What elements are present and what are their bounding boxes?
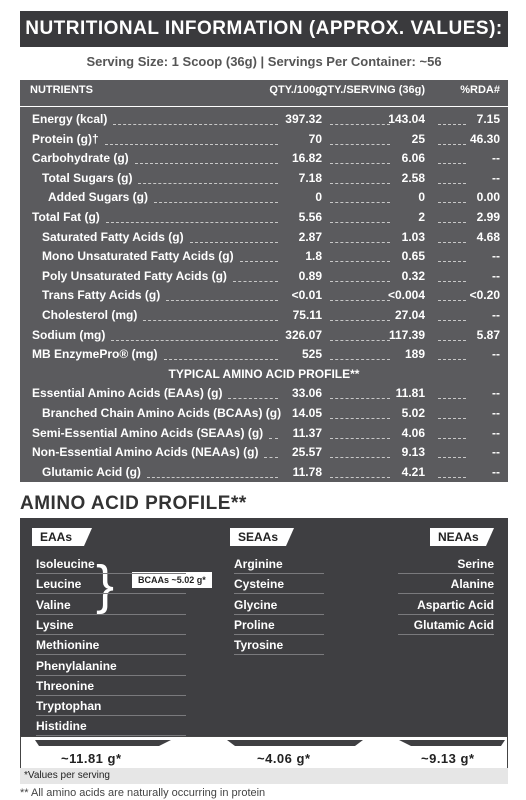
rda-value: 2.99 [476, 210, 500, 224]
table-row [20, 247, 508, 266]
table-row [20, 169, 508, 188]
leader-dots [330, 281, 390, 282]
per-serving-value: 2 [418, 210, 425, 224]
seaas-item: Proline [234, 615, 324, 635]
leader-dots [228, 398, 278, 399]
nutrient-name: Glutamic Acid (g) [42, 464, 141, 479]
rda-value: <0.20 [469, 288, 500, 303]
leader-dots [438, 281, 466, 282]
rda-value: -- [492, 386, 500, 401]
leader-dots [438, 340, 466, 341]
nutrient-name: Sodium (mg) [32, 327, 106, 342]
leader-dots [330, 320, 390, 321]
rda-value: -- [492, 170, 500, 185]
table-row [20, 208, 508, 227]
leader-dots [438, 222, 466, 223]
leader-dots [105, 144, 278, 145]
leader-dots [438, 398, 466, 399]
nutrient-name: Branched Chain Amino Acids (BCAAs) (g) [42, 406, 282, 420]
nutrient-name: Protein (g)† [32, 131, 99, 146]
per-serving-value: 143.04 [388, 112, 425, 126]
leader-dots [330, 124, 390, 125]
leader-dots [138, 183, 278, 184]
neaas-item: Aspartic Acid [398, 595, 494, 615]
per-serving-value: 117.39 [388, 327, 425, 342]
footnote-per-serving: *Values per serving [24, 770, 110, 781]
amino-profile-title: AMINO ACID PROFILE** [20, 493, 247, 514]
eaas-item: Histidine [36, 716, 186, 736]
eaas-item: Tryptophan [36, 696, 186, 716]
per-serving-value: 5.02 [401, 406, 425, 420]
per-serving-value: 0 [418, 190, 425, 205]
leader-dots [164, 359, 278, 360]
leader-dots [330, 242, 390, 243]
eaas-item: Methionine [36, 635, 186, 655]
per-100g-value: 397.32 [285, 112, 322, 126]
neaas-item: Glutamic Acid [398, 615, 494, 635]
eaas-tag: EAAs [32, 528, 84, 546]
leader-dots [143, 320, 278, 321]
per-serving-value: 9.13 [401, 445, 425, 460]
leader-dots [135, 163, 278, 164]
leader-dots [438, 242, 466, 243]
leader-dots [330, 183, 390, 184]
leader-dots [190, 242, 278, 243]
rda-value: -- [492, 464, 500, 479]
rda-value: 46.30 [469, 131, 500, 146]
table-row [20, 404, 508, 423]
nutrient-name: Essential Amino Acids (EAAs) (g) [32, 386, 223, 401]
nutrient-name: Mono Unsaturated Fatty Acids (g) [42, 249, 234, 264]
neaas-total: ~9.13 g* [421, 751, 475, 766]
table-header-row [20, 80, 508, 107]
per-100g-value: 11.78 [292, 464, 322, 479]
nutrient-name: Saturated Fatty Acids (g) [42, 229, 184, 244]
wedge-eaas [35, 740, 171, 746]
column-header-rda: %RDA# [460, 84, 500, 96]
leader-dots [438, 124, 466, 125]
totals-bar [20, 736, 508, 770]
leader-dots [111, 340, 278, 341]
neaas-tag: NEAAs [430, 528, 486, 546]
per-serving-value: 4.21 [401, 464, 425, 479]
seaas-item: Glycine [234, 595, 324, 615]
rda-value: -- [492, 151, 500, 166]
leader-dots [330, 477, 390, 478]
eaas-item: Leucine [36, 574, 186, 594]
neaas-item: Serine [398, 554, 494, 574]
seaas-total: ~4.06 g* [257, 751, 311, 766]
table-row [20, 110, 508, 129]
leader-dots [113, 124, 278, 125]
per-100g-value: 75.11 [292, 308, 322, 322]
leader-dots [264, 457, 278, 458]
leader-dots [330, 202, 390, 203]
eaas-item: Phenylalanine [36, 656, 186, 676]
seaas-item: Cysteine [234, 574, 324, 594]
eaas-total: ~11.81 g* [61, 751, 122, 766]
per-100g-value: 70 [308, 131, 322, 146]
leader-dots [330, 261, 390, 262]
leader-dots [330, 418, 390, 419]
table-row [20, 267, 508, 286]
leader-dots [330, 163, 390, 164]
leader-dots [240, 261, 278, 262]
leader-dots [438, 300, 466, 301]
wedge-seaas [227, 740, 363, 746]
seaas-tag: SEAAs [230, 528, 286, 546]
leader-dots [438, 183, 466, 184]
leader-dots [438, 163, 466, 164]
table-row [20, 443, 508, 462]
per-serving-value: 189 [404, 347, 425, 362]
eaas-item: Lysine [36, 615, 186, 635]
page-title: NUTRITIONAL INFORMATION (APPROX. VALUES): [20, 11, 508, 47]
rda-value: 7.15 [476, 112, 500, 126]
per-serving-value: <0.004 [387, 288, 425, 303]
table-row [20, 424, 508, 443]
table-row [20, 326, 508, 345]
per-100g-value: 14.05 [291, 406, 322, 420]
table-row [20, 306, 508, 325]
leader-dots [330, 398, 390, 399]
nutrient-name: Total Sugars (g) [42, 170, 133, 185]
nutrient-name: Poly Unsaturated Fatty Acids (g) [42, 268, 227, 283]
seaas-item: Tyrosine [234, 635, 324, 655]
leader-dots [438, 457, 466, 458]
per-100g-value: 11.37 [292, 425, 322, 440]
per-100g-value: 0 [315, 190, 322, 205]
leader-dots [438, 144, 466, 145]
leader-dots [154, 202, 278, 203]
leader-dots [438, 438, 466, 439]
rda-value: -- [492, 347, 500, 362]
bcaa-brace-icon: } [96, 555, 115, 615]
table-row [20, 130, 508, 149]
leader-dots [438, 359, 466, 360]
amino-profile-box [20, 518, 508, 736]
per-100g-value: 33.06 [291, 386, 322, 401]
rda-value: -- [492, 425, 500, 440]
rda-value: -- [492, 445, 500, 460]
leader-dots [330, 359, 390, 360]
table-row [20, 188, 508, 207]
table-row [20, 228, 508, 247]
rda-value: -- [492, 406, 500, 420]
leader-dots [106, 222, 278, 223]
rda-value: -- [492, 308, 500, 322]
nutrient-name: Trans Fatty Acids (g) [42, 288, 161, 303]
per-serving-value: 4.06 [401, 425, 425, 440]
leader-dots [438, 477, 466, 478]
per-serving-value: 27.04 [394, 308, 425, 322]
nutrient-name: Cholesterol (mg) [42, 308, 138, 322]
leader-dots [330, 300, 390, 301]
leader-dots [330, 438, 390, 439]
nutrient-name: Semi-Essential Amino Acids (SEAAs) (g) [32, 425, 264, 440]
per-100g-value: 0.89 [298, 268, 322, 283]
eaas-item: Valine [36, 595, 186, 615]
leader-dots [330, 340, 390, 341]
per-100g-value: 525 [301, 347, 322, 362]
per-serving-value: 0.65 [401, 249, 425, 264]
serving-info: Serving Size: 1 Scoop (36g) | Servings Per Container: ~56 [86, 54, 442, 69]
rda-value: 0.00 [476, 190, 500, 205]
wedge-neaas [399, 740, 505, 746]
column-header-per-serving: QTY./SERVING (36g) [318, 84, 425, 96]
per-100g-value: 7.18 [298, 170, 322, 185]
eaas-item: Threonine [36, 676, 186, 696]
rda-value: -- [492, 268, 500, 283]
bcaa-note: BCAAs ~5.02 g* [132, 572, 212, 588]
column-header-nutrients: NUTRIENTS [30, 84, 93, 96]
per-serving-value: 25 [411, 131, 425, 146]
per-serving-value: 0.32 [401, 268, 425, 283]
per-serving-value: 2.58 [401, 170, 425, 185]
per-100g-value: 326.07 [285, 327, 322, 342]
nutrient-name: Carbohydrate (g) [32, 151, 129, 166]
leader-dots [330, 144, 390, 145]
leader-dots [438, 261, 466, 262]
nutrient-name: Energy (kcal) [32, 112, 108, 126]
per-100g-value: 2.87 [298, 229, 322, 244]
table-row [20, 463, 508, 482]
rda-value: 5.87 [476, 327, 500, 342]
per-100g-value: 16.82 [291, 151, 322, 166]
column-header-per100: QTY./100g [269, 84, 322, 96]
neaas-item: Alanine [398, 574, 494, 594]
eaas-item: Isoleucine [36, 554, 186, 574]
seaas-item: Arginine [234, 554, 324, 574]
table-row [20, 384, 508, 403]
leader-dots [233, 281, 278, 282]
leader-dots [166, 300, 278, 301]
per-100g-value: <0.01 [291, 288, 322, 303]
per-serving-value: 6.06 [401, 151, 425, 166]
table-row [20, 286, 508, 305]
amino-section-title: TYPICAL AMINO ACID PROFILE** [168, 366, 360, 381]
nutrient-name: Added Sugars (g) [48, 190, 149, 205]
per-100g-value: 5.56 [298, 210, 322, 224]
leader-dots [438, 320, 466, 321]
leader-dots [438, 202, 466, 203]
rda-value: -- [492, 249, 500, 264]
per-serving-value: 1.03 [401, 229, 425, 244]
rda-value: 4.68 [476, 229, 500, 244]
leader-dots [147, 477, 278, 478]
per-serving-value: 11.81 [395, 386, 425, 401]
leader-dots [438, 418, 466, 419]
table-row [20, 345, 508, 364]
per-100g-value: 25.57 [291, 445, 322, 460]
nutrient-name: Non-Essential Amino Acids (NEAAs) (g) [32, 445, 259, 460]
footnote-natural: ** All amino acids are naturally occurring in protein [20, 787, 266, 799]
nutrient-name: Total Fat (g) [32, 210, 100, 224]
leader-dots [330, 222, 390, 223]
leader-dots [269, 438, 278, 439]
leader-dots [330, 457, 390, 458]
table-row [20, 149, 508, 168]
nutrient-name: MB EnzymePro® (mg) [32, 347, 158, 362]
nutrition-table [20, 80, 508, 482]
per-100g-value: 1.8 [305, 249, 322, 264]
